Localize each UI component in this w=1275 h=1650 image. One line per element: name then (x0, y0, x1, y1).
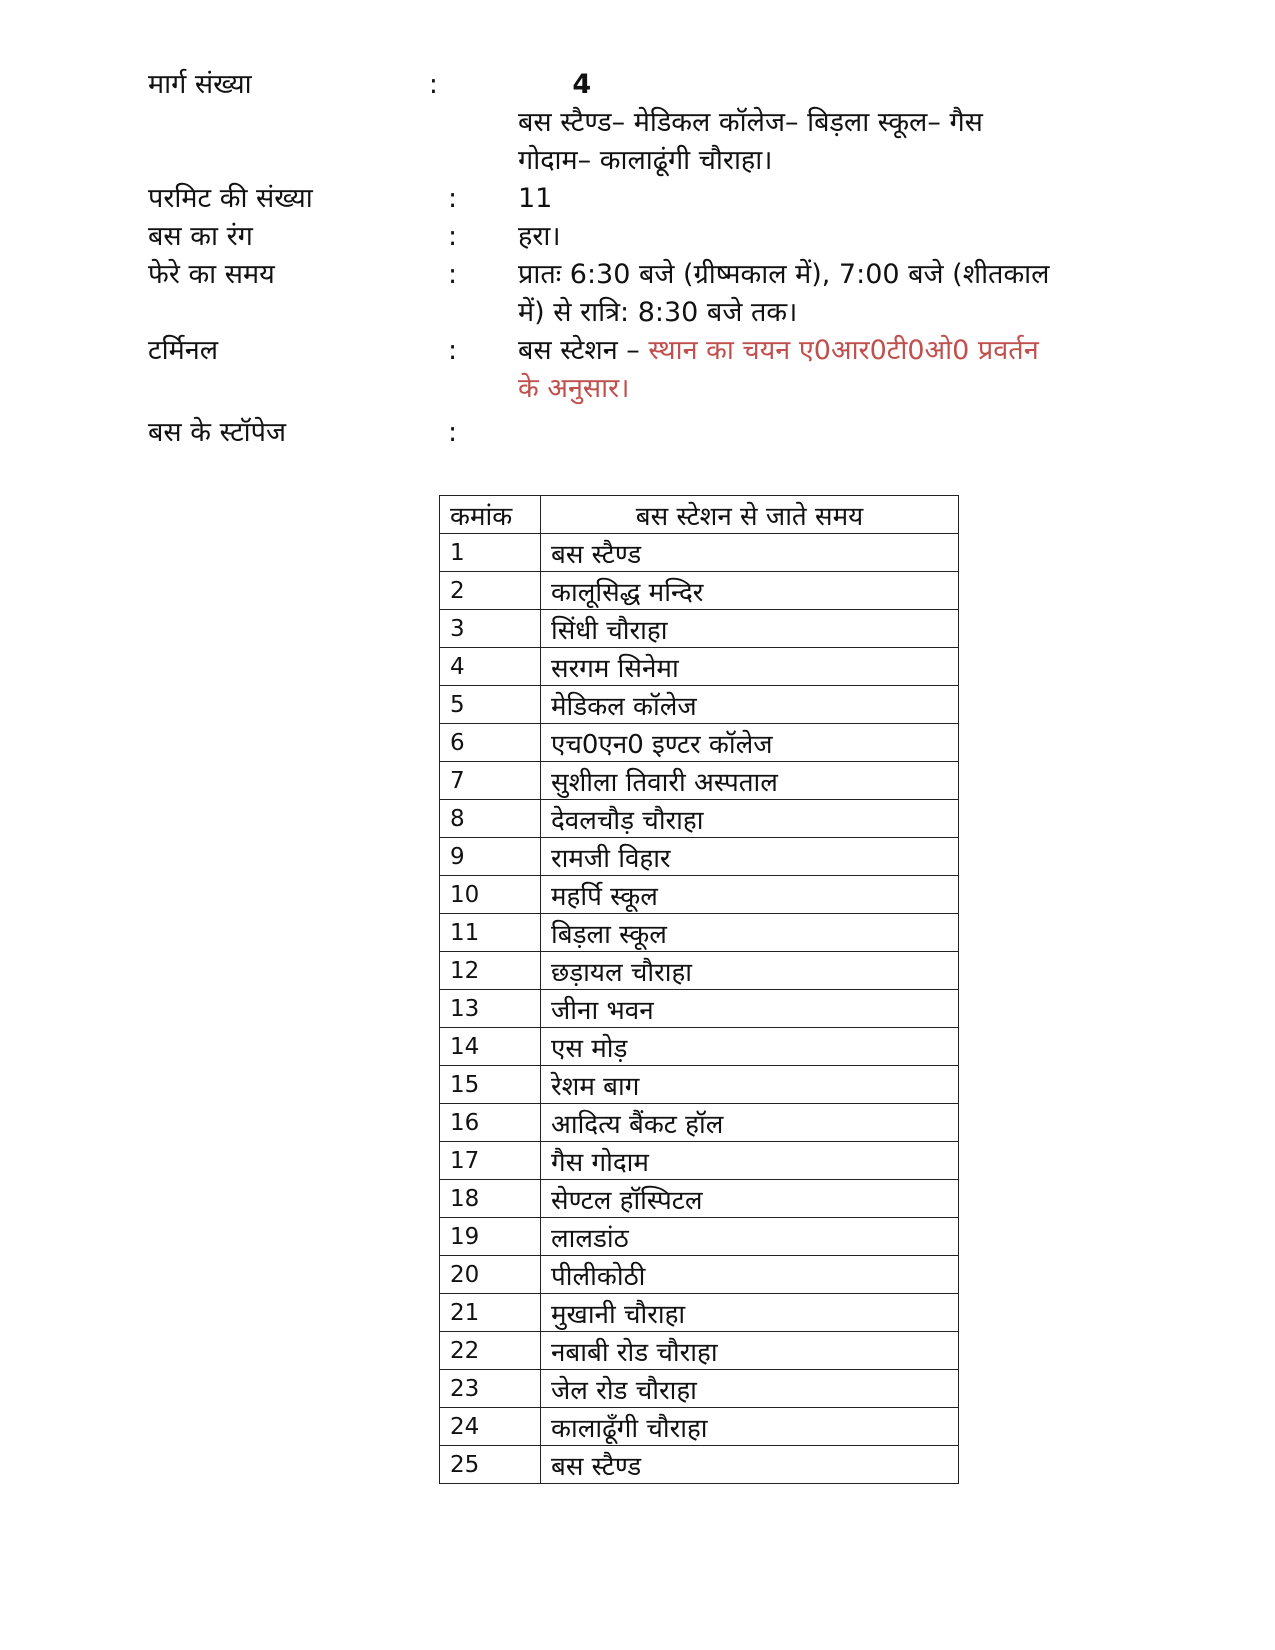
serial-cell: 1 (440, 534, 541, 572)
permit-row (148, 180, 1078, 218)
serial-cell: 25 (440, 1446, 541, 1484)
color-label: बस का रंग (148, 221, 253, 252)
colon: : (448, 183, 458, 214)
route-number-row (148, 66, 1078, 104)
stop-name-cell: महर्पि स्कूल (541, 876, 959, 914)
table-row (440, 1142, 959, 1180)
color-row (148, 218, 1078, 256)
table-row (440, 800, 959, 838)
serial-cell: 24 (440, 1408, 541, 1446)
route-number-label: मार्ग संख्या (148, 69, 252, 100)
table-row (440, 914, 959, 952)
colon: : (448, 335, 458, 366)
stop-name-cell: छड़ायल चौराहा (541, 952, 959, 990)
table-row (440, 724, 959, 762)
colon: : (448, 259, 458, 290)
table-row (440, 1104, 959, 1142)
table-header-row (440, 496, 959, 534)
table-row (440, 876, 959, 914)
stop-name-cell: नबाबी रोड चौराहा (541, 1332, 959, 1370)
serial-cell: 23 (440, 1370, 541, 1408)
terminal-row (148, 332, 1078, 408)
serial-cell: 14 (440, 1028, 541, 1066)
terminal-value-main: बस स्टेशन – (518, 335, 640, 366)
stoppage-label: बस के स्टॉपेज (148, 417, 287, 448)
serial-cell: 17 (440, 1142, 541, 1180)
stop-name-cell: सिंधी चौराहा (541, 610, 959, 648)
table-row (440, 1218, 959, 1256)
table-row (440, 1256, 959, 1294)
serial-cell: 10 (440, 876, 541, 914)
colon: : (448, 221, 458, 252)
route-description-row (148, 104, 1078, 180)
serial-cell: 9 (440, 838, 541, 876)
table-row (440, 1446, 959, 1484)
stop-name-cell: लालडांठ (541, 1218, 959, 1256)
serial-cell: 19 (440, 1218, 541, 1256)
serial-cell: 2 (440, 572, 541, 610)
serial-cell: 21 (440, 1294, 541, 1332)
stop-name-cell: एच0एन0 इण्टर कॉलेज (541, 724, 959, 762)
stop-name-cell: पीलीकोठी (541, 1256, 959, 1294)
colon: : (428, 69, 438, 100)
timing-label: फेरे का समय (148, 259, 275, 290)
serial-cell: 4 (440, 648, 541, 686)
table-row (440, 1370, 959, 1408)
route-number-value: 4 (572, 69, 592, 100)
serial-cell: 6 (440, 724, 541, 762)
table-row (440, 1408, 959, 1446)
stop-name-cell: सरगम सिनेमा (541, 648, 959, 686)
stop-name-cell: देवलचौड़ चौराहा (541, 800, 959, 838)
stop-name-cell: जीना भवन (541, 990, 959, 1028)
terminal-value-note: स्थान का चयन ए0आर0टी0ओ0 प्रवर्तन के अनुसार। (518, 335, 1039, 404)
serial-cell: 13 (440, 990, 541, 1028)
color-value: हरा। (518, 221, 561, 252)
stop-name-cell: बिड़ला स्कूल (541, 914, 959, 952)
stoppage-row (148, 414, 1078, 452)
stop-name-cell: जेल रोड चौराहा (541, 1370, 959, 1408)
timing-value: प्रातः 6:30 बजे (ग्रीष्मकाल में), 7:00 बजे (शीतकाल में) से रात्रि: 8:30 बजे तक। (518, 259, 1050, 328)
terminal-value (518, 332, 1058, 408)
route-description: बस स्टैण्ड– मेडिकल कॉलेज– बिड़ला स्कूल– गैस गोदाम– कालाढूंगी चौराहा। (518, 107, 983, 176)
table-row (440, 838, 959, 876)
stop-name-cell: गैस गोदाम (541, 1142, 959, 1180)
serial-cell: 7 (440, 762, 541, 800)
route-info (148, 66, 1078, 452)
stop-name-cell: कालूसिद्ध मन्दिर (541, 572, 959, 610)
serial-cell: 22 (440, 1332, 541, 1370)
table-row (440, 952, 959, 990)
stop-name-cell: बस स्टैण्ड (541, 534, 959, 572)
stops-body (440, 534, 959, 1484)
serial-cell: 8 (440, 800, 541, 838)
serial-cell: 16 (440, 1104, 541, 1142)
stop-header: बस स्टेशन से जाते समय (541, 496, 959, 534)
timing-row (148, 256, 1078, 332)
terminal-label: टर्मिनल (148, 335, 219, 366)
table-row (440, 534, 959, 572)
stop-name-cell: सुशीला तिवारी अस्पताल (541, 762, 959, 800)
stop-name-cell: रामजी विहार (541, 838, 959, 876)
stop-name-cell: सेण्टल हॉस्पिटल (541, 1180, 959, 1218)
table-row (440, 990, 959, 1028)
table-row (440, 610, 959, 648)
stops-table (439, 495, 959, 1484)
table-row (440, 686, 959, 724)
stop-name-cell: एस मोड़ (541, 1028, 959, 1066)
stop-name-cell: मेडिकल कॉलेज (541, 686, 959, 724)
stop-name-cell: कालाढूँगी चौराहा (541, 1408, 959, 1446)
table-row (440, 648, 959, 686)
table-row (440, 1332, 959, 1370)
table-row (440, 1066, 959, 1104)
stop-name-cell: मुखानी चौराहा (541, 1294, 959, 1332)
serial-cell: 18 (440, 1180, 541, 1218)
serial-cell: 11 (440, 914, 541, 952)
serial-cell: 12 (440, 952, 541, 990)
table-row (440, 1028, 959, 1066)
table-row (440, 762, 959, 800)
serial-header: कमांक (440, 496, 541, 534)
serial-cell: 15 (440, 1066, 541, 1104)
colon: : (448, 417, 458, 448)
table-row (440, 1294, 959, 1332)
serial-cell: 20 (440, 1256, 541, 1294)
stop-name-cell: रेशम बाग (541, 1066, 959, 1104)
stop-name-cell: बस स्टैण्ड (541, 1446, 959, 1484)
permit-value: 11 (518, 183, 553, 214)
table-row (440, 572, 959, 610)
serial-cell: 5 (440, 686, 541, 724)
stop-name-cell: आदित्य बैंकट हॉल (541, 1104, 959, 1142)
table-row (440, 1180, 959, 1218)
serial-cell: 3 (440, 610, 541, 648)
permit-label: परमिट की संख्या (148, 183, 313, 214)
